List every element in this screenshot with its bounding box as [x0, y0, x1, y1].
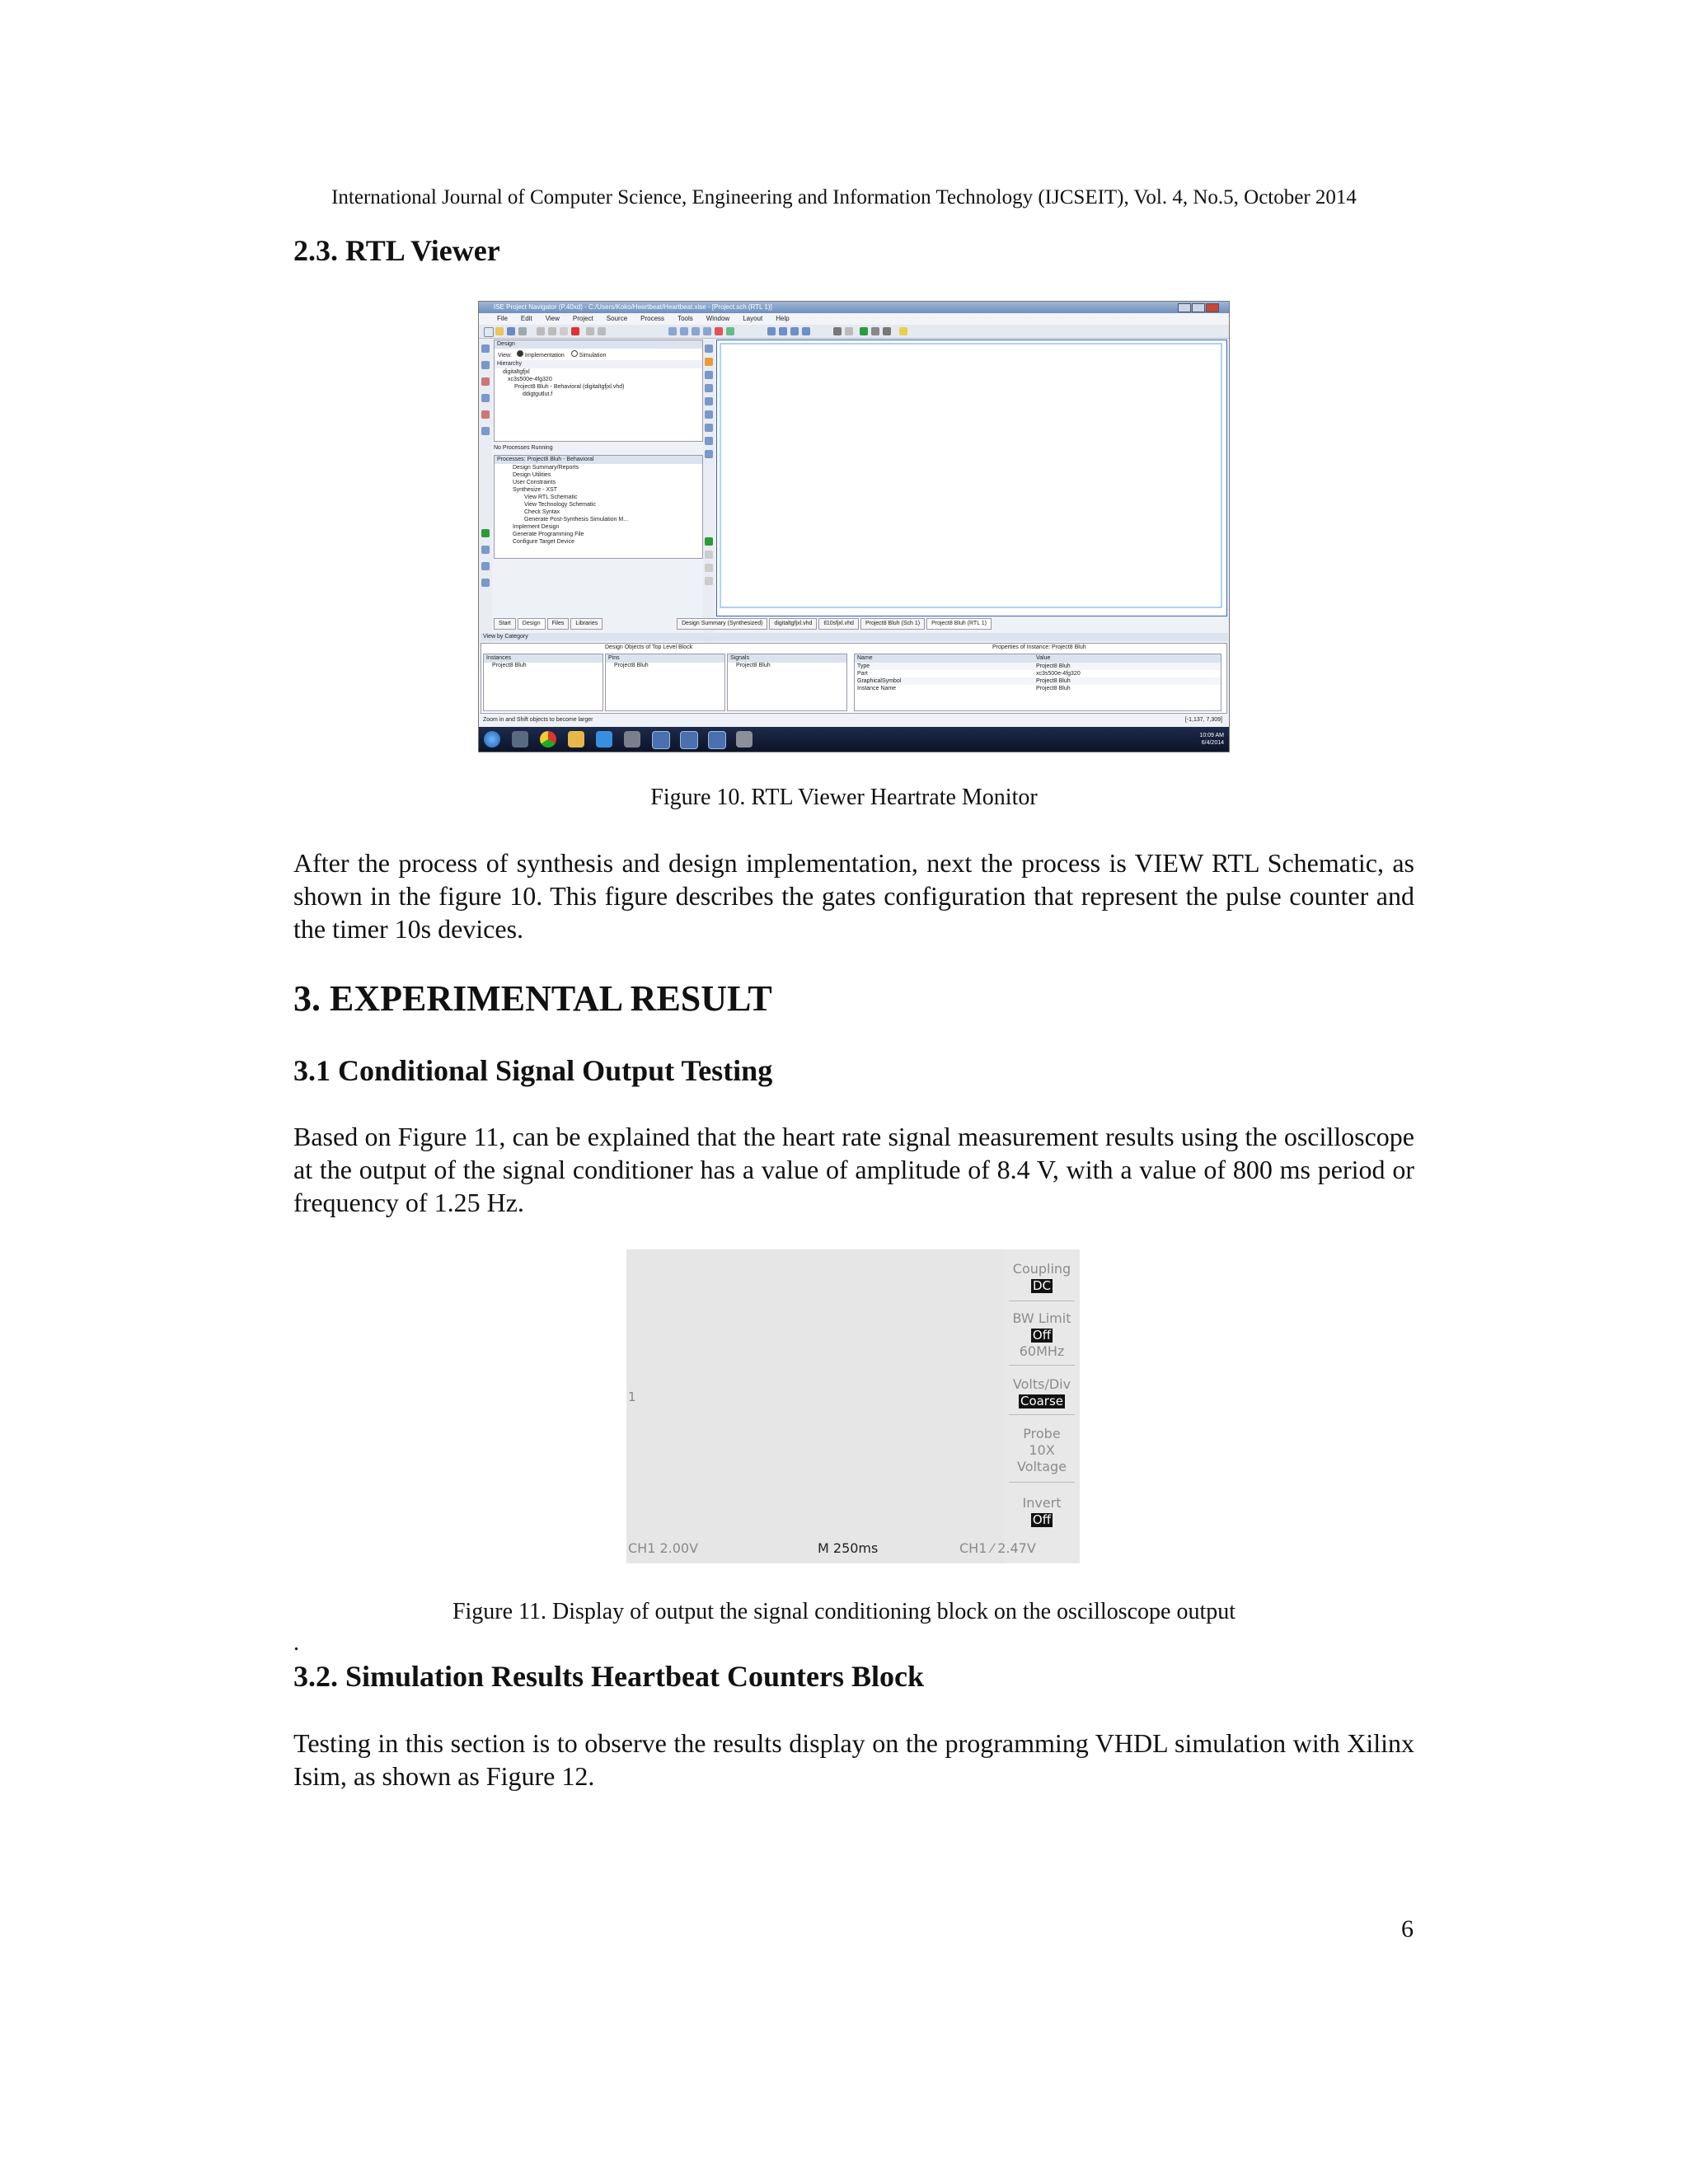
property-name: GraphicalSymbol: [857, 678, 902, 684]
radio-implementation[interactable]: [517, 350, 523, 357]
design-tool-icon[interactable]: [705, 371, 713, 379]
property-value: xc3s500e-4fg320: [1036, 671, 1081, 677]
left-tool-strip: [479, 340, 492, 669]
left-panel-tabs: [494, 618, 604, 630]
tab-project-sch[interactable]: Project8 Bluh (Sch 1): [860, 618, 925, 630]
tile-horizontal-icon[interactable]: [790, 327, 799, 335]
view-simulation[interactable]: Simulation: [579, 353, 607, 359]
process-item[interactable]: Synthesize - XST: [513, 487, 558, 493]
section-heading-2-3: 2.3. RTL Viewer: [293, 234, 500, 267]
window-title: ISE Project Navigator (P.40xd) - C:/Users/Koko/Heartbeat/Heartbeat.xise - [Project.sch (RTL 1)]: [494, 303, 772, 311]
coupling-label: Coupling: [1012, 1261, 1071, 1277]
app-icon[interactable]: [624, 731, 640, 748]
menu-window[interactable]: Window: [706, 315, 730, 322]
tab-libraries[interactable]: Libraries: [570, 618, 603, 630]
open-icon[interactable]: [495, 327, 504, 335]
properties-table: [854, 654, 1221, 711]
design-panel-title: Design: [495, 340, 702, 349]
panel-tool-icon[interactable]: [481, 361, 490, 369]
chrome-icon[interactable]: [540, 731, 556, 748]
name-column-header: Name: [857, 655, 873, 661]
cascade-icon[interactable]: [779, 327, 787, 335]
design-tool-icon[interactable]: [705, 577, 713, 585]
no-processes-status: No Processes Running: [494, 445, 553, 451]
hierarchy-item[interactable]: ddigtgutlut.f: [523, 391, 553, 397]
channel-1-marker: 1: [628, 1390, 636, 1404]
design-tool-icon[interactable]: [705, 551, 713, 559]
design-panel: [494, 340, 703, 442]
properties-title: Properties of Instance: Project8 Bluh: [992, 644, 1086, 650]
design-tool-icon[interactable]: [705, 397, 713, 405]
view-by-category[interactable]: View by Category: [481, 633, 1228, 641]
zoom-area-icon[interactable]: [703, 327, 711, 335]
processes-title: Processes: Project8 Bluh - Behavioral: [495, 456, 702, 464]
internet-explorer-icon[interactable]: [596, 731, 612, 748]
property-value: Project8 Bluh: [1036, 686, 1071, 691]
media-player-icon[interactable]: [512, 731, 528, 748]
figure-10-caption: Figure 10. RTL Viewer Heartrate Monitor: [650, 785, 1038, 810]
rtl-schematic-drawing: [717, 340, 1225, 614]
property-name: Instance Name: [857, 686, 897, 691]
property-name: Part: [857, 671, 868, 677]
section-heading-3: 3. EXPERIMENTAL RESULT: [293, 978, 772, 1019]
design-tool-icon[interactable]: [705, 410, 713, 419]
oscilloscope-menu-panel: [1004, 1249, 1080, 1563]
probe-label: Probe: [1023, 1426, 1061, 1441]
page-number: 6: [1401, 1915, 1414, 1943]
stop-icon[interactable]: [845, 327, 853, 335]
property-value: Project8 Bluh: [1036, 663, 1071, 669]
start-orb-icon[interactable]: [484, 731, 500, 748]
help-icon[interactable]: [899, 327, 907, 335]
tab-design[interactable]: Design: [518, 618, 546, 630]
save-icon[interactable]: [507, 327, 515, 335]
tab-project-rtl[interactable]: Project8 Bluh (RTL 1): [926, 618, 992, 630]
design-tool-icon[interactable]: [705, 537, 713, 546]
volts-div-label: Volts/Div: [1012, 1376, 1071, 1392]
panel-tool-icon[interactable]: [481, 344, 490, 353]
coupling-value[interactable]: DC: [1032, 1278, 1052, 1293]
channel-readout: CH1 2.00V: [628, 1540, 699, 1556]
tab-design-summary[interactable]: Design Summary (Synthesized): [677, 618, 767, 630]
figure-11-caption: Figure 11. Display of output the signal conditioning block on the oscilloscope output: [452, 1599, 1236, 1624]
hierarchy-item[interactable]: Project8 Bluh - Behavioral (digitaltgfjxl.vhd): [514, 384, 625, 390]
instance-item[interactable]: Project8 Bluh: [492, 663, 527, 668]
process-item[interactable]: View RTL Schematic: [524, 494, 578, 500]
print-icon[interactable]: [518, 327, 527, 335]
process-item[interactable]: View Technology Schematic: [524, 502, 596, 508]
maximize-button[interactable]: [1192, 303, 1205, 312]
redo-icon[interactable]: [598, 327, 606, 335]
signal-item[interactable]: Project8 Bluh: [736, 663, 771, 668]
minimize-button[interactable]: [1178, 303, 1191, 312]
paragraph-simulation: Testing in this section is to observe the results display on the programming VHDL simulation with Xilinx Isim, as shown as Figure 12.: [293, 1728, 1414, 1791]
probe-attenuation[interactable]: 10X: [1029, 1442, 1055, 1458]
instances-header: Instances: [484, 654, 603, 663]
invert-value[interactable]: Off: [1032, 1512, 1052, 1527]
hierarchy-item[interactable]: digitaltgfjxl: [503, 369, 530, 375]
rtl-schematic-canvas[interactable]: [716, 340, 1227, 616]
timebase-readout: M 250ms: [818, 1540, 879, 1556]
undo-icon[interactable]: [586, 327, 594, 335]
menu-layout[interactable]: Layout: [743, 315, 763, 322]
menu-project[interactable]: Project: [572, 315, 593, 322]
ise-taskbar-icon[interactable]: [652, 731, 670, 749]
settings-icon[interactable]: [833, 327, 842, 335]
bw-limit-value[interactable]: Off: [1032, 1328, 1052, 1343]
close-button[interactable]: [1206, 303, 1219, 312]
delete-icon[interactable]: [571, 327, 579, 335]
pin-item[interactable]: Project8 Bluh: [614, 663, 649, 668]
panel-tool-icon[interactable]: [481, 427, 490, 435]
design-tool-icon[interactable]: [705, 344, 713, 353]
schematic-border: [720, 344, 1221, 607]
design-tool-icon[interactable]: [705, 450, 713, 458]
menu-view[interactable]: View: [545, 315, 560, 322]
property-row[interactable]: [855, 663, 1221, 670]
section-heading-3-1: 3.1 Conditional Signal Output Testing: [293, 1054, 773, 1087]
design-tool-icon[interactable]: [705, 564, 713, 572]
process-item[interactable]: Generate Post-Synthesis Simulation M...: [524, 517, 629, 523]
find-icon[interactable]: [726, 327, 734, 335]
signals-list[interactable]: [727, 654, 847, 711]
copy-icon[interactable]: [548, 327, 556, 335]
windows-taskbar: [479, 727, 1229, 752]
zoom-fit-icon[interactable]: [692, 327, 700, 335]
processes-panel: [494, 455, 703, 559]
clock-time: 10:09 AM: [1199, 733, 1224, 738]
document-tabs: [677, 618, 993, 630]
paragraph-rtl-description: After the process of synthesis and design implementation, next the process is VIEW RTL Schematic, as shown in the figure 10. This figure describes the gates configuration that represent the pulse counter and the timer 10s devices.: [293, 848, 1414, 944]
figure-10-ise-screenshot: [478, 301, 1230, 752]
run-icon[interactable]: [860, 327, 868, 335]
panel-tool-icon[interactable]: [481, 579, 490, 587]
menu-help[interactable]: Help: [776, 315, 790, 322]
schematic-icon[interactable]: [883, 327, 891, 335]
tab-digital-vhd[interactable]: digitaltgfjxl.vhd: [769, 618, 817, 630]
process-item[interactable]: Check Syntax: [524, 509, 560, 515]
pins-list[interactable]: [605, 654, 725, 711]
tile-vertical-icon[interactable]: [802, 327, 810, 335]
oscilloscope-screen: [626, 1249, 1004, 1563]
pins-header: Pins: [606, 654, 724, 663]
process-item[interactable]: Configure Target Device: [513, 539, 574, 545]
radio-simulation[interactable]: [571, 350, 578, 357]
value-column-header: Value: [1036, 655, 1051, 661]
design-tool-icon[interactable]: [705, 424, 713, 432]
status-bar: [481, 715, 1226, 725]
pin-icon[interactable]: [715, 327, 723, 335]
cut-icon[interactable]: [537, 327, 545, 335]
paragraph-signal-testing: Based on Figure 11, can be explained that the heart rate signal measurement results using the oscilloscope at the output of the signal conditioner has a value of amplitude of 8.4 V, with a value of 800 ms period or frequency of 1.25 Hz.: [293, 1122, 1414, 1217]
invert-label: Invert: [1022, 1495, 1062, 1511]
window-titlebar: [479, 302, 1229, 313]
taskbar-clock[interactable]: [1199, 732, 1224, 747]
menu-divider: [1009, 1482, 1075, 1483]
zoom-in-icon[interactable]: [668, 327, 677, 335]
menu-divider: [1009, 1365, 1075, 1366]
run-process-icon[interactable]: [481, 529, 490, 537]
view-implementation[interactable]: Implementation: [524, 353, 565, 359]
instances-list[interactable]: [483, 654, 603, 711]
design-tool-icon[interactable]: [705, 358, 713, 366]
journal-header: International Journal of Computer Science, Engineering and Information Technology (IJCSEIT), Vol. 4, No.5, October 2014: [331, 186, 1357, 209]
clock-date: 6/4/2014: [1201, 740, 1224, 746]
property-value: Project8 Bluh: [1036, 678, 1071, 684]
process-item[interactable]: User Constraints: [513, 480, 556, 485]
layout-icon[interactable]: [767, 327, 776, 335]
stray-dot: .: [293, 1630, 299, 1656]
probe-mode[interactable]: Voltage: [1016, 1459, 1067, 1474]
zoom-out-icon[interactable]: [680, 327, 688, 335]
design-tool-icon[interactable]: [705, 437, 713, 445]
app-icon[interactable]: [736, 731, 753, 748]
property-row[interactable]: [855, 670, 1221, 677]
panel-tool-icon[interactable]: [481, 562, 490, 570]
menubar: [479, 313, 1229, 325]
toolbar: [479, 325, 1229, 339]
new-icon[interactable]: [484, 327, 494, 337]
bw-frequency: 60MHz: [1019, 1343, 1065, 1359]
menu-process[interactable]: Process: [640, 315, 665, 322]
properties-area: [481, 643, 1227, 714]
volts-div-value[interactable]: Coarse: [1020, 1394, 1064, 1408]
process-item[interactable]: Generate Programming File: [513, 532, 584, 537]
menu-file[interactable]: File: [497, 315, 508, 322]
panel-tool-icon[interactable]: [481, 410, 490, 419]
hierarchy-item[interactable]: xc3s500e-4fg320: [508, 377, 552, 382]
hierarchy-title: Hierarchy: [495, 360, 702, 368]
design-objects-title: Design Objects of Top Level Block: [605, 644, 693, 650]
paste-icon[interactable]: [560, 327, 568, 335]
menu-source[interactable]: Source: [606, 315, 628, 322]
bw-limit-label: BW Limit: [1012, 1310, 1071, 1326]
ise-taskbar-icon[interactable]: [680, 731, 698, 749]
property-name: Type: [857, 663, 870, 669]
menu-edit[interactable]: Edit: [520, 315, 532, 322]
tab-start[interactable]: Start: [494, 618, 516, 630]
ise-taskbar-icon[interactable]: [708, 731, 726, 749]
properties-rows: [855, 663, 1221, 692]
tab-timer-vhd[interactable]: tl10sfjxl.vhd: [818, 618, 859, 630]
implement-icon[interactable]: [871, 327, 879, 335]
panel-tool-icon[interactable]: [481, 394, 490, 402]
panel-tool-icon[interactable]: [481, 377, 490, 386]
design-tool-icon[interactable]: [705, 384, 713, 392]
view-label: View:: [498, 353, 512, 359]
figure-11-oscilloscope: [626, 1249, 1080, 1563]
property-row[interactable]: [855, 677, 1221, 685]
section-heading-3-2: 3.2. Simulation Results Heartbeat Counters Block: [293, 1660, 924, 1693]
process-item[interactable]: Design Summary/Reports: [513, 465, 579, 471]
trigger-readout: CH1 ⁄ 2.47V: [959, 1540, 1036, 1556]
status-coordinates: [-1,137, 7,309]: [1184, 717, 1222, 723]
signals-header: Signals: [728, 654, 846, 663]
menu-tools[interactable]: Tools: [678, 315, 693, 322]
folder-icon[interactable]: [568, 731, 584, 748]
menu-divider: [1009, 1414, 1075, 1415]
tab-files[interactable]: Files: [547, 618, 570, 630]
property-row[interactable]: [855, 685, 1221, 692]
status-message: Zoom in and Shift objects to become larger: [483, 717, 593, 723]
panel-tool-icon[interactable]: [481, 546, 490, 554]
process-item[interactable]: Implement Design: [513, 524, 560, 530]
process-item[interactable]: Design Utilities: [513, 472, 551, 478]
